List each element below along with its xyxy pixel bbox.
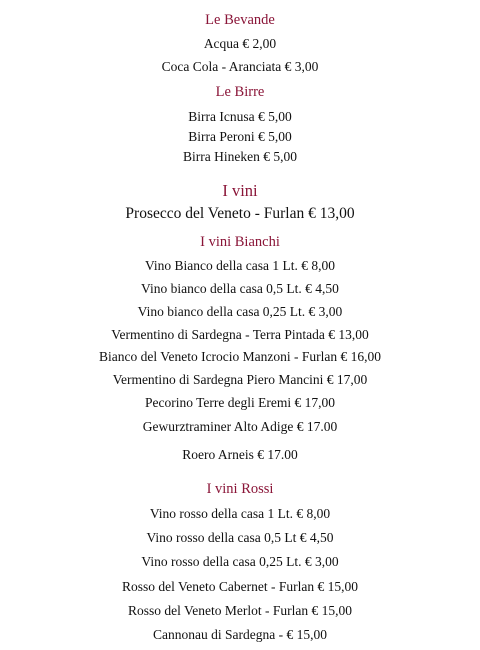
menu-item-bianco-del-veneto: Bianco del Veneto Icrocio Manzoni - Furlan € 16,00 (98, 349, 382, 364)
section-heading-vini-bianchi: I vini Bianchi (200, 234, 280, 250)
section-heading-vini: I vini (222, 181, 258, 200)
menu-item-vino-rosso-05lt: Vino rosso della casa 0,5 Lt € 4,50 (146, 530, 334, 545)
menu-item-birra-hineken: Birra Hineken € 5,00 (183, 149, 297, 164)
menu-item-pecorino: Pecorino Terre degli Eremi € 17,00 (144, 395, 335, 410)
menu-item-vino-bianco-1lt: Vino Bianco della casa 1 Lt. € 8,00 (144, 258, 335, 273)
menu-item-vino-bianco-05lt: Vino bianco della casa 0,5 Lt. € 4,50 (141, 281, 339, 296)
menu-item-prosecco: Prosecco del Veneto - Furlan € 13,00 (125, 205, 355, 222)
menu-item-roero-arneis: Roero Arneis € 17.00 (182, 447, 298, 462)
menu-item-acqua: Acqua € 2,00 (203, 36, 277, 51)
menu-item-vino-rosso-025lt: Vino rosso della casa 0,25 Lt. € 3,00 (141, 554, 339, 569)
menu-item-vino-rosso-1lt: Vino rosso della casa 1 Lt. € 8,00 (149, 506, 331, 521)
menu-item-birra-icnusa: Birra Icnusa € 5,00 (188, 109, 292, 124)
menu-item-cannonau: Cannonau di Sardegna - € 15,00 (153, 627, 327, 642)
section-heading-birre: Le Birre (215, 84, 265, 100)
menu-item-coca-cola: Coca Cola - Aranciata € 3,00 (161, 59, 319, 74)
menu-item-vermentino-terra-pintada: Vermentino di Sardegna - Terra Pintada € 13,00 (111, 327, 369, 342)
menu-item-birra-peroni: Birra Peroni € 5,00 (188, 129, 292, 144)
menu-item-rosso-cabernet: Rosso del Veneto Cabernet - Furlan € 15,00 (122, 579, 358, 594)
section-heading-vini-rossi: I vini Rossi (206, 481, 274, 497)
menu-item-vino-bianco-025lt: Vino bianco della casa 0,25 Lt. € 3,00 (137, 304, 343, 319)
menu-item-gewurztraminer: Gewurztraminer Alto Adige € 17.00 (142, 419, 338, 434)
section-heading-bevande: Le Bevande (205, 12, 275, 28)
menu-item-vermentino-piero-mancini: Vermentino di Sardegna Piero Mancini € 17,00 (112, 372, 368, 387)
menu-item-rosso-merlot: Rosso del Veneto Merlot - Furlan € 15,00 (128, 603, 352, 618)
